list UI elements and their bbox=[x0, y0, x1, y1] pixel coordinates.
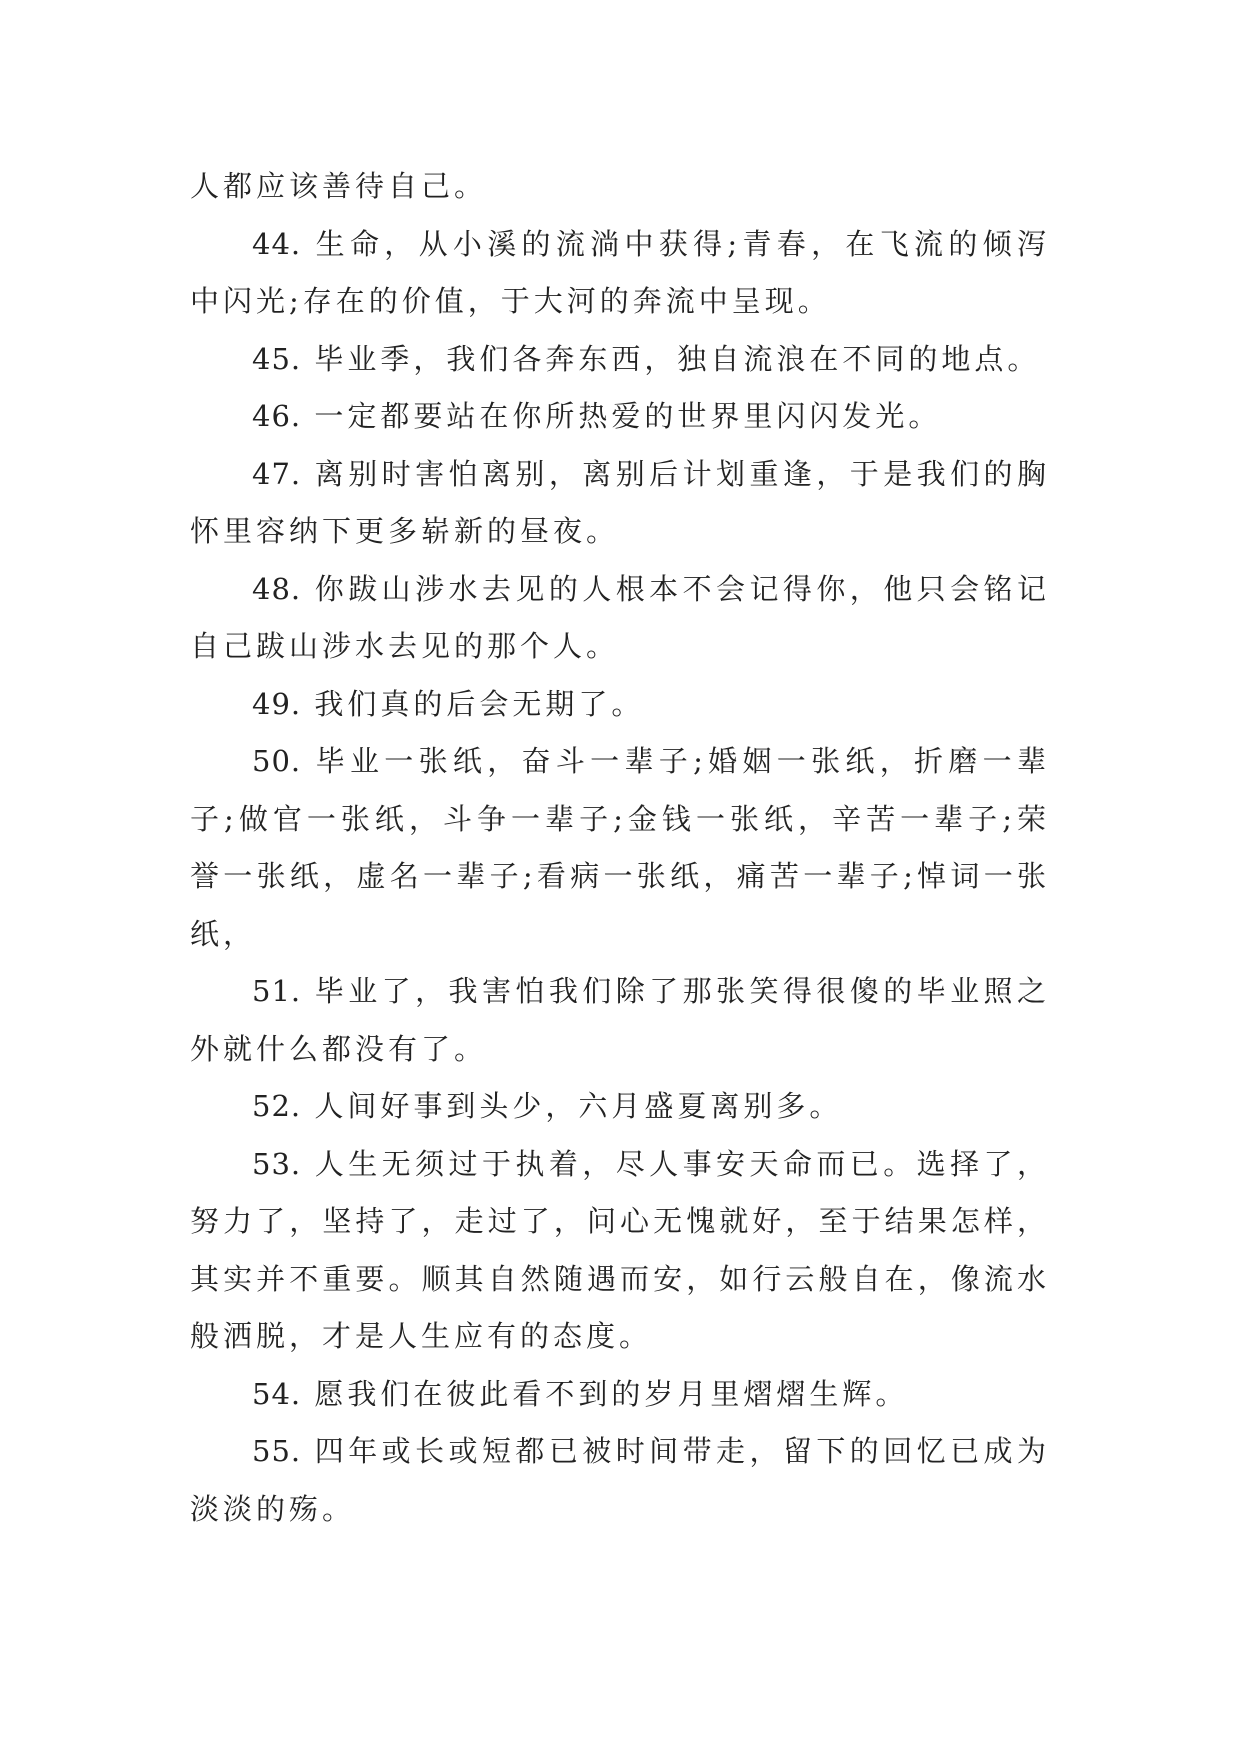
item-text: 生命，从小溪的流淌中获得;青春，在飞流的倾泻中闪光;存在的价值，于大河的奔流中呈现。 bbox=[190, 226, 1050, 318]
item-number: 53. bbox=[252, 1146, 302, 1181]
item-text: 人生无须过于执着，尽人事安天命而已。选择了，努力了，坚持了，走过了，问心无愧就好，至于结果怎样，其实并不重要。顺其自然随遇而安，如行云般自在，像流水般洒脱，才是人生应有的态度。 bbox=[190, 1146, 1051, 1353]
item-number: 50. bbox=[252, 744, 302, 778]
item-text: 你跋山涉水去见的人根本不会记得你，他只会铭记自己跋山涉水去见的那个人。 bbox=[190, 571, 1051, 663]
item-text: 愿我们在彼此看不到的岁月里熠熠生辉。 bbox=[314, 1376, 909, 1411]
item-number: 47. bbox=[252, 456, 302, 491]
paragraph-continuation bbox=[190, 158, 1050, 216]
item-text: 四年或长或短都已被时间带走，留下的回忆已成为淡淡的殇。 bbox=[190, 1434, 1051, 1526]
item-text: 毕业了，我害怕我们除了那张笑得很傻的毕业照之外就什么都没有了。 bbox=[190, 974, 1051, 1066]
item-text: 人间好事到头少，六月盛夏离别多。 bbox=[314, 1089, 843, 1123]
list-item-47 bbox=[190, 446, 1050, 561]
document-body bbox=[190, 158, 1050, 1538]
item-number: 44. bbox=[252, 226, 302, 261]
list-item-48 bbox=[190, 561, 1050, 676]
item-number: 46. bbox=[252, 399, 302, 433]
list-item-52 bbox=[190, 1078, 1050, 1136]
list-item-44 bbox=[190, 216, 1050, 331]
item-number: 54. bbox=[252, 1376, 302, 1411]
paragraph-text: 人都应该善待自己。 bbox=[190, 169, 488, 203]
item-number: 48. bbox=[252, 571, 302, 606]
list-item-54 bbox=[190, 1366, 1050, 1424]
item-number: 52. bbox=[252, 1089, 302, 1123]
item-text: 离别时害怕离别，离别后计划重逢，于是我们的胸怀里容纳下更多崭新的昼夜。 bbox=[190, 456, 1051, 548]
item-number: 51. bbox=[252, 974, 302, 1008]
list-item-55 bbox=[190, 1423, 1050, 1538]
item-text: 毕业一张纸，奋斗一辈子;婚姻一张纸，折磨一辈子;做官一张纸，斗争一辈子;金钱一张纸，辛苦一辈子;荣誉一张纸，虚名一辈子;看病一张纸，痛苦一辈子;悼词一张纸， bbox=[190, 744, 1050, 951]
item-number: 55. bbox=[252, 1434, 302, 1468]
list-item-46 bbox=[190, 388, 1050, 446]
item-text: 我们真的后会无期了。 bbox=[314, 686, 645, 721]
item-text: 一定都要站在你所热爱的世界里闪闪发光。 bbox=[314, 399, 942, 433]
list-item-53 bbox=[190, 1136, 1050, 1366]
list-item-50 bbox=[190, 733, 1050, 963]
list-item-51 bbox=[190, 963, 1050, 1078]
item-text: 毕业季，我们各奔东西，独自流浪在不同的地点。 bbox=[314, 341, 1041, 376]
list-item-49 bbox=[190, 676, 1050, 734]
list-item-45 bbox=[190, 331, 1050, 389]
item-number: 45. bbox=[252, 341, 302, 376]
item-number: 49. bbox=[252, 686, 302, 721]
